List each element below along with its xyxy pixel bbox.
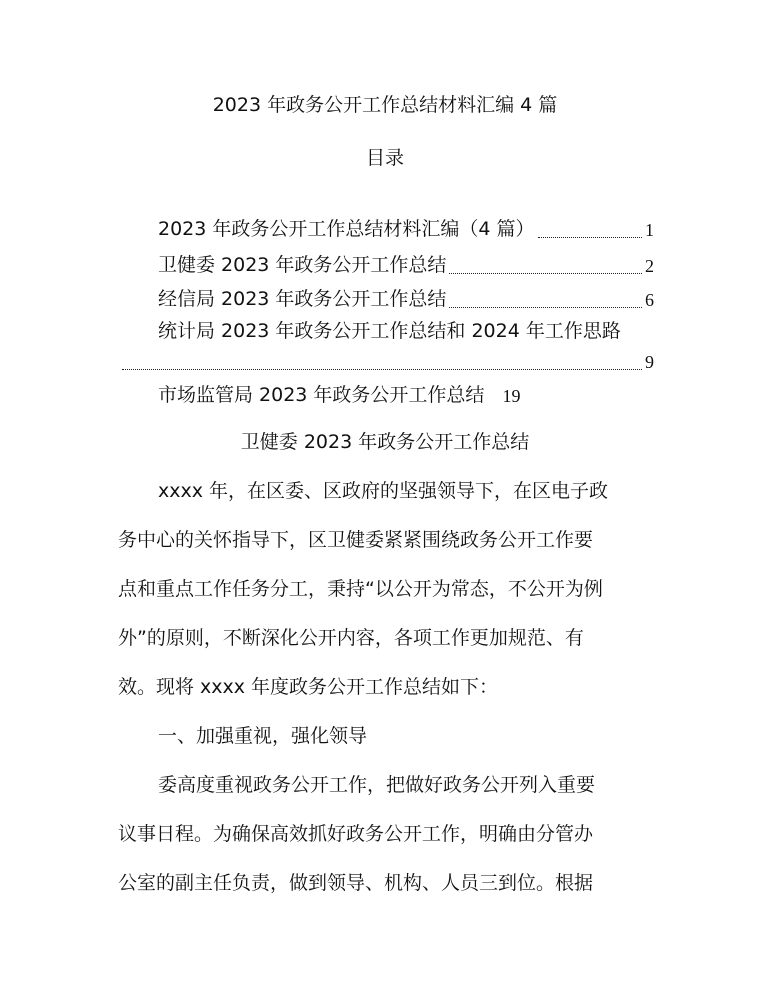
body-text-line: xxxx 年，在区委、区政府的坚强领导下，在区电子政 <box>158 480 609 502</box>
toc-entry-label: 卫健委 2023 年政务公开工作总结 <box>158 254 447 276</box>
toc-entry[interactable] <box>158 314 654 344</box>
toc-heading: 目录 <box>365 147 404 169</box>
toc-page-number: 1 <box>645 220 654 240</box>
toc-page-number: 19 <box>502 386 521 406</box>
toc-leader-dots <box>122 369 642 370</box>
toc-page-number: 9 <box>645 352 654 372</box>
body-text-line: 公室的副主任负责，做到领导、机构、人员三到位。根据 <box>118 872 594 894</box>
subsection-heading: 一、加强重视，强化领导 <box>158 725 368 747</box>
toc-entry[interactable] <box>158 212 654 242</box>
body-text-line: 务中心的关怀指导下，区卫健委紧紧围绕政务公开工作要 <box>118 529 594 551</box>
body-text-line: 效。现将 xxxx 年度政务公开工作总结如下： <box>118 676 499 698</box>
toc-entry[interactable] <box>158 282 654 312</box>
toc-page-number: 6 <box>645 290 654 310</box>
toc-entry-continuation[interactable] <box>122 350 654 374</box>
toc-entry[interactable] <box>158 248 654 278</box>
toc-entry-label: 统计局 2023 年政务公开工作总结和 2024 年工作思路 <box>158 320 621 342</box>
section-title: 卫健委 2023 年政务公开工作总结 <box>240 431 530 453</box>
body-text-line: 委高度重视政务公开工作，把做好政务公开列入重要 <box>158 774 596 796</box>
toc-entry-label: 市场监管局 2023 年政务公开工作总结 <box>158 384 485 406</box>
toc-page-number: 2 <box>645 256 654 276</box>
document-title: 2023 年政务公开工作总结材料汇编 4 篇 <box>212 94 558 116</box>
toc-leader-dots <box>449 273 642 274</box>
toc-entry[interactable] <box>158 378 654 408</box>
toc-leader-dots <box>538 237 642 238</box>
body-text-line: 外”的原则，不断深化公开内容，各项工作更加规范、有 <box>118 627 584 649</box>
body-text-line: 点和重点工作任务分工，秉持“以公开为常态，不公开为例 <box>118 578 603 600</box>
body-text-line: 议事日程。为确保高效抓好政务公开工作，明确由分管办 <box>118 823 594 845</box>
toc-entry-label: 经信局 2023 年政务公开工作总结 <box>158 288 447 310</box>
toc-entry-label: 2023 年政务公开工作总结材料汇编（4 篇） <box>158 218 535 240</box>
toc-leader-dots <box>449 307 642 308</box>
